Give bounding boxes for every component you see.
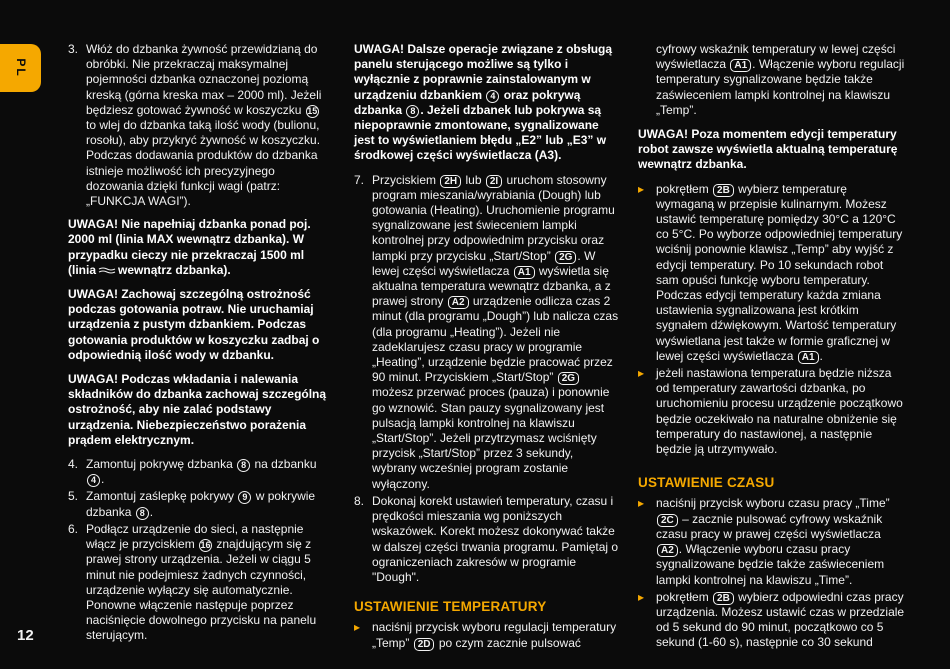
text: to wlej do dzbanka taką ilość wody (bulionu, rosołu), aby przykryć żywność w koszyczku. Podczas dodawania produktów do dzbanka istnieje możliwość ich precyzyjnego dozowania dzięki funkcji wagi (patrz: „FUNKCJA WAGI”).: [86, 118, 321, 209]
list-item: [354, 620, 620, 650]
key-badge: A1: [798, 351, 819, 364]
list-number: 5.: [68, 489, 79, 504]
list-text: jeżeli nastawiona temperatura będzie niższa od temperatury zawartości dzbanka, po uruchomieniu procesu urządzenie początkowo będzie oczekiwało na naturalne obniżenie się temperatury do nastawionej, a następnie będzie ją utrzymywało.: [656, 366, 903, 457]
ref-badge: 15: [307, 105, 318, 116]
text: Zamontuj pokrywę dzbanka: [86, 457, 233, 472]
text: .: [819, 348, 823, 363]
text: na dzbanku: [254, 457, 317, 472]
list-text: [86, 522, 332, 644]
list-item: [638, 366, 906, 457]
text: wyświetla się aktualna temperatura wewnątrz dzbanka, a z prawej strony: [372, 263, 611, 309]
ref-badge: 8: [406, 105, 419, 118]
text: . Jeżeli dzbanek lub pokrywa są niepoprawnie zmontowane, sygnalizowane jest to wyświetlaniem błędu „E2” lub „E3” w środkowej części wyświetlacza (A3).: [354, 102, 607, 163]
key-badge: A2: [657, 544, 678, 557]
text: możesz przerwać proces (pauza) i ponownie go wznowić. Stan pauzy sygnalizowany jest pulsacją lampki kontrolnej na klawiszu „Start/Stop”. Jeżeli przytrzymasz wciśnięty przycisk „Start/Stop” przez 3 sekundy, wybrany wcześniej program zostanie wyłączony.: [372, 385, 610, 491]
text: urządzenie odlicza czas 2 minut (dla programu „Dough”) lub nalicza czas (dla programu „Heating”). Jeżeli nie zadeklarujesz czasu pracy w programie „Heating”, urządzenie będzie pracować przez 90 minut. Przyciskiem „Start/Stop”: [372, 294, 619, 385]
key-badge: 2H: [440, 175, 461, 188]
list-number: 7.: [354, 172, 365, 187]
warning-paragraph: [68, 217, 332, 278]
section-heading-temperature: USTAWIENIE TEMPERATURY: [354, 599, 547, 615]
list-item: [68, 489, 332, 519]
text: naciśnij przycisk wyboru czasu pracy „Time”: [656, 496, 890, 511]
list-text: Dokonaj korekt ustawień temperatury, czasu i prędkości mieszania wg poniższych wskazówek. Korekt możesz dokonywać także w dalszej części trwania programu. Pamiętaj o ograniczeniach zakresów w programie "Dough".: [372, 493, 619, 584]
list-item: [68, 42, 332, 209]
text: wewnątrz dzbanka).: [118, 262, 231, 277]
text: uruchom stosowny program mieszania/wyrabiania (Dough) lub gotowania (Heating). Uruchomienie programu sygnalizowane jest świeceniem lampki kontrolnej przy odpowiednim przycisku oraz lampki przy przycisku „Start/Stop”: [372, 172, 615, 263]
list-number: 3.: [68, 42, 79, 56]
list-text: [656, 590, 906, 651]
section-heading-time: USTAWIENIE CZASU: [638, 475, 775, 491]
text: Przyciskiem: [372, 172, 437, 187]
list-text: [86, 42, 332, 209]
text: pokrętłem: [656, 589, 709, 604]
text: znajdującym się z prawej strony urządzenia. Jeżeli w ciągu 5 minut nie podejmiesz żadnych czynności, urządzenie wyłączy się automatycznie. Ponowne włączenie następuje poprzez naciśnięcie dowolnego przycisku na panelu sterującym.: [86, 537, 317, 643]
ref-badge: 9: [238, 491, 251, 504]
language-tab: [0, 44, 41, 92]
play-triangle-icon: ▸: [638, 496, 645, 511]
ref-badge: 4: [486, 90, 499, 103]
text: Zamontuj zaślepkę pokrywy: [86, 489, 235, 504]
play-triangle-icon: ▸: [354, 620, 361, 635]
list-item: [354, 173, 620, 492]
ref-badge: 8: [136, 507, 149, 520]
text: w pokrywie dzbanka: [86, 489, 316, 519]
text: Włóż do dzbanka żywność przewidzianą do obróbki. Nie przekraczaj maksymalnej pojemności dzbanka oznaczonej poziomą kreską (górna kreska max – 2000 ml). Jeżeli będziesz gotować żywność w koszyczku: [86, 42, 322, 117]
text: UWAGA! Nie napełniaj dzbanka ponad poj. 2000 ml (linia MAX wewnątrz dzbanka). W przypadku cieczy nie przekraczaj 1500 ml (linia: [68, 217, 311, 277]
page-number: 12: [17, 627, 34, 644]
language-tab-label: PL: [13, 58, 28, 78]
key-badge: A2: [448, 296, 469, 309]
paragraph: [638, 42, 906, 118]
play-triangle-icon: ▸: [638, 589, 645, 604]
ref-badge: 8: [237, 459, 250, 472]
text: Podłącz urządzenie do sieci, a następnie włącz je przyciskiem: [86, 521, 304, 552]
play-triangle-icon: ▸: [638, 366, 645, 381]
list-text: [372, 173, 620, 492]
list-text: Zamontuj zaślepkę pokrywy 9 w pokrywie dzbanka 8 .: [86, 489, 316, 519]
key-badge: A1: [514, 266, 535, 279]
warning-paragraph: UWAGA! Zachowaj szczególną ostrożność podczas gotowania potraw. Nie uruchamiaj urządzenia z pustym dzbankiem. Podczas gotowania produktów w koszyczku zadbaj o odpowiednią ilość wody w dzbanku.: [68, 287, 320, 362]
ref-badge: 4: [87, 474, 100, 487]
key-badge: 2G: [558, 372, 579, 385]
list-item: [638, 182, 906, 364]
list-number: 8.: [354, 493, 365, 508]
list-item: [638, 496, 906, 587]
key-badge: 2D: [414, 638, 435, 651]
list-number: 6.: [68, 521, 79, 536]
list-item: [638, 590, 906, 651]
column-3: [638, 42, 906, 653]
text: wybierz temperaturę wymaganą w przepisie kulinarnym. Możesz ustawić temperaturę pomiędzy 30°C a 120°C co 5°C. Po wyborze odpowiedniej temperatury wciśnij ponownie klawisz „Temp” aby wyjść z edycji temperatury. Po 10 sekundach robot sam opuści funkcję wyboru temperatury. Podczas edycji temperatury każda zmiana ustawienia sygnalizowana jest krótkim sygnałem dźwiękowym. Wartość temperatury wyświetlana jest także w formie graficznej w lewej części wyświetlacza: [656, 181, 903, 363]
key-badge: 2G: [555, 251, 576, 264]
list-item: [68, 522, 332, 644]
text: UWAGA! Dalsze operacje związane z obsługą panelu sterującego możliwe są tylko i wyłącznie z poprawnie zainstalowanym w urządzeniu dzbankiem: [354, 42, 613, 102]
list-text: [656, 496, 906, 587]
text: naciśnij przycisk wyboru regulacji temperatury „Temp”: [372, 620, 617, 650]
text: . Włączenie wyboru regulacji temperatury sygnalizowane będzie także zaświeceniem lampki kontrolnej na klawiszu „Temp”.: [656, 57, 905, 117]
text: po czym zacznie pulsować: [438, 635, 581, 650]
key-badge: 2B: [713, 592, 734, 605]
list-number: 4.: [68, 457, 79, 472]
list-item: [68, 457, 332, 487]
text: wybierz odpowiedni czas pracy urządzenia. Możesz ustawić czas w przedziale od 5 sekund do 90 minut, początkowo co 5 sekund (1-60 s), następnie co 30 sekund: [656, 589, 905, 650]
text: . W lewej części wyświetlacza: [372, 248, 596, 278]
column-2: [354, 42, 620, 653]
warning-paragraph: UWAGA! Podczas wkładania i nalewania składników do dzbanka zachowaj szczególną ostrożność, aby nie zalać podstawy urządzenia. Niebezpieczeństwo porażenia prądem elektrycznym.: [68, 372, 327, 447]
key-badge: A1: [730, 59, 751, 72]
text: . Włączenie wyboru czasu pracy sygnalizowane będzie także zaświeceniem lampki kontrolnej na klawiszu „Time”.: [656, 542, 885, 587]
list-text: [656, 182, 906, 364]
list-item: [354, 494, 620, 585]
key-badge: 2B: [713, 184, 734, 197]
list-text: [372, 620, 620, 650]
key-badge: 2I: [486, 175, 502, 188]
text: lub: [465, 172, 482, 187]
ref-badge: 16: [200, 540, 211, 551]
text: – zacznie pulsować cyfrowy wskaźnik czasu pracy w prawej części wyświetlacza: [656, 511, 883, 541]
text: pokrętłem: [656, 181, 709, 196]
key-badge: 2C: [657, 514, 678, 527]
text: cyfrowy wskaźnik temperatury w lewej części wyświetlacza: [656, 42, 896, 72]
column-1: [68, 42, 332, 646]
warning-paragraph: UWAGA! Poza momentem edycji temperatury robot zawsze wyświetla aktualną temperaturę wewnątrz dzbanka.: [638, 127, 898, 172]
play-triangle-icon: ▸: [638, 181, 645, 196]
text: oraz pokrywą dzbanka: [354, 87, 581, 117]
warning-paragraph: [354, 42, 620, 164]
list-text: Zamontuj pokrywę dzbanka 8 na dzbanku 4 .: [86, 457, 317, 487]
wave-lines-icon: [98, 267, 116, 275]
